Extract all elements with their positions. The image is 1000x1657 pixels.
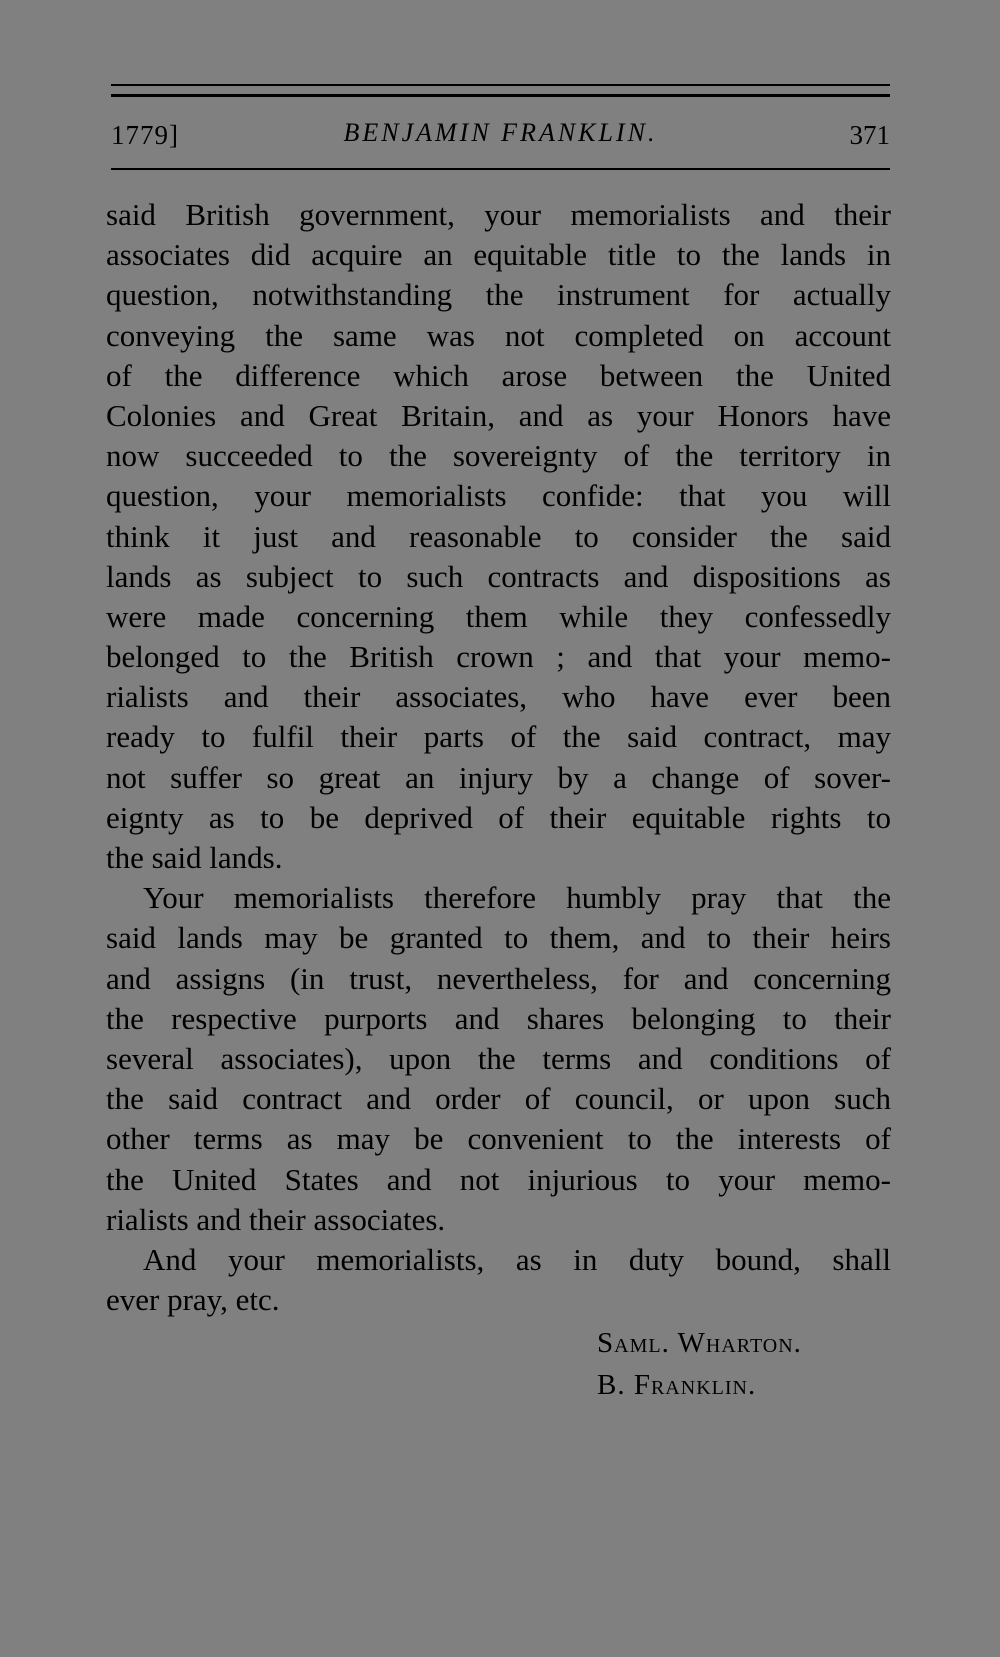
text-line: the said contract and order of council, or upon such [106,1081,891,1117]
text-line: several associates), upon the terms and conditions of [106,1040,891,1076]
header-rule [111,168,890,170]
text-line: belonged to the British crown ; and that your memo- [106,639,891,675]
text-line: Colonies and Great Britain, and as your Honors have [106,397,891,433]
text-line: were made concerning them while they confessedly [106,598,891,634]
text-line: other terms as may be convenient to the interests of [106,1121,891,1157]
text-line: question, notwithstanding the instrument for actually [106,277,891,313]
running-header [111,116,890,156]
text-line: associates did acquire an equitable title to the lands in [106,237,891,273]
text-line: think it just and reasonable to consider the said [106,518,891,554]
text-line: the said lands. [106,840,283,875]
text-line: rialists and their associates. [106,1201,446,1237]
signature-wharton: Saml. Wharton. [597,1327,802,1359]
top-rule-thick [111,94,890,97]
page-number: 371 [849,120,890,150]
text-line: And your memorialists, as in duty bound, shall [143,1241,891,1277]
text-line: the United States and not injurious to your memo- [106,1161,891,1197]
header-year: 1779] [111,120,179,150]
text-line: ready to fulfil their parts of the said contract, may [106,719,891,755]
header-title: BENJAMIN FRANKLIN. [343,118,658,147]
text-line: and assigns (in trust, nevertheless, for and concerning [106,960,891,996]
text-line: now succeeded to the sovereignty of the territory in [106,438,891,474]
text-line: Your memorialists therefore humbly pray that the [143,880,891,916]
body-text [106,195,891,1320]
text-line: lands as subject to such contracts and dispositions as [106,558,891,594]
signature-block [597,1322,802,1406]
top-rule-thin [111,84,890,86]
text-line: said British government, your memorialists and their [106,197,891,232]
signature-franklin: B. Franklin. [597,1369,757,1401]
text-line: question, your memorialists confide: that you will [106,478,891,514]
text-line: of the difference which arose between the United [106,357,891,393]
paragraph [106,195,891,878]
paragraph [106,878,891,1240]
paragraph [106,1240,891,1320]
text-line: rialists and their associates, who have ever been [106,679,891,715]
text-line: said lands may be granted to them, and to their heirs [106,920,891,956]
text-line: conveying the same was not completed on account [106,317,891,353]
text-line: not suffer so great an injury by a change of sover- [106,759,891,795]
text-line: the respective purports and shares belonging to their [106,1000,891,1036]
text-line: eignty as to be deprived of their equitable rights to [106,799,891,835]
text-line: ever pray, etc. [106,1282,280,1318]
